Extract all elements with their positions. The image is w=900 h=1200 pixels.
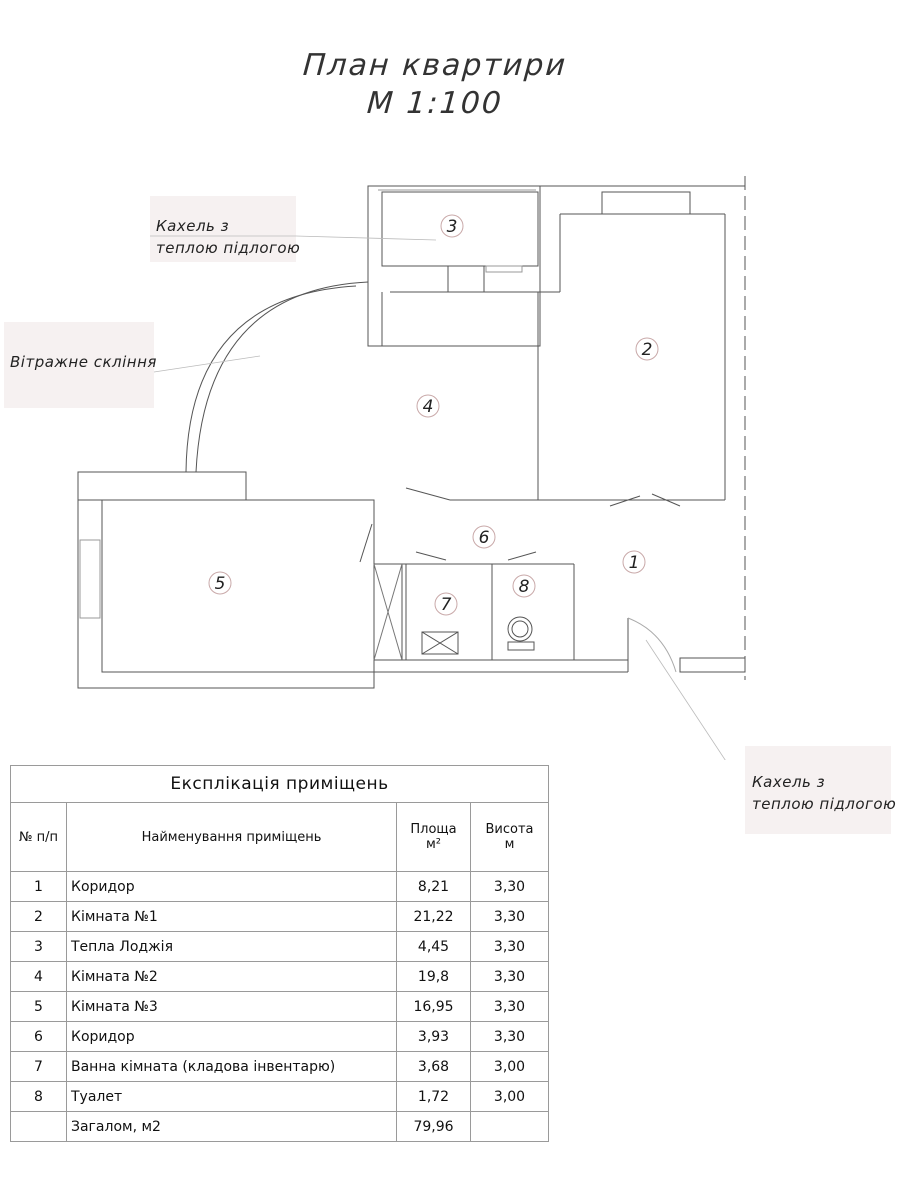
window-room-2	[602, 192, 690, 214]
room-label-5	[209, 572, 231, 594]
svg-text:2: 2	[641, 340, 653, 360]
svg-text:7: 7	[440, 595, 452, 615]
note-tile-bottom-1: Кахель з	[752, 773, 826, 791]
svg-text:8: 8	[518, 577, 530, 597]
room-5-walls	[78, 472, 374, 688]
table-row: 7 Ванна кімната (кладова інвентарю) 3,68 3,00	[11, 1052, 549, 1082]
room-label-1	[623, 551, 645, 573]
note-tile-bottom-2: теплою підлогою	[752, 795, 897, 813]
room-label-6	[473, 526, 495, 548]
room-label-3	[441, 215, 463, 237]
room-label-4	[417, 395, 439, 417]
header-num: № п/п	[11, 803, 67, 872]
room-label-7	[435, 593, 457, 615]
table-row: 5 Кімната №3 16,95 3,30	[11, 992, 549, 1022]
svg-text:4: 4	[422, 397, 434, 417]
svg-text:5: 5	[214, 574, 226, 594]
plan-scale: М 1:100	[365, 86, 505, 121]
svg-text:1: 1	[628, 553, 640, 573]
header-name: Найменування приміщень	[67, 803, 397, 872]
leader-lines	[150, 236, 890, 760]
table-total-row	[11, 1112, 549, 1142]
svg-text:3: 3	[446, 217, 458, 237]
table-header-row	[11, 803, 549, 872]
total-area: 79,96	[397, 1112, 471, 1142]
plan-title: План квартири	[301, 48, 569, 83]
room-label-8	[513, 575, 535, 597]
svg-text:6: 6	[478, 528, 490, 548]
note-tile-top-1: Кахель з	[156, 217, 230, 235]
bath-wc-walls	[374, 552, 628, 672]
window-room-5	[80, 540, 100, 618]
table-row: 2 Кімната №1 21,22 3,30	[11, 902, 549, 932]
table-row: 4 Кімната №2 19,8 3,30	[11, 962, 549, 992]
table-row: 3 Тепла Лоджія 4,45 3,30	[11, 932, 549, 962]
entrance	[628, 618, 745, 672]
loggia-inner-wall	[382, 192, 538, 266]
note-tile-top-2: теплою підлогою	[156, 239, 301, 257]
loggia-walls	[368, 186, 560, 346]
room-2-walls	[538, 292, 725, 506]
rooms-explication-table	[10, 765, 549, 1142]
table-row: 6 Коридор 3,93 3,30	[11, 1022, 549, 1052]
room-label-2	[636, 338, 658, 360]
header-area: Площа м²	[397, 803, 471, 872]
header-height: Висота м	[471, 803, 549, 872]
table-row: 8 Туалет 1,72 3,00	[11, 1082, 549, 1112]
table-caption: Експлікація приміщень	[11, 766, 549, 803]
table-row: 1 Коридор 8,21 3,30	[11, 872, 549, 902]
note-stained-glass: Вітражне скління	[10, 353, 157, 371]
total-label: Загалом, м2	[67, 1112, 397, 1142]
room-4-walls	[186, 282, 538, 500]
